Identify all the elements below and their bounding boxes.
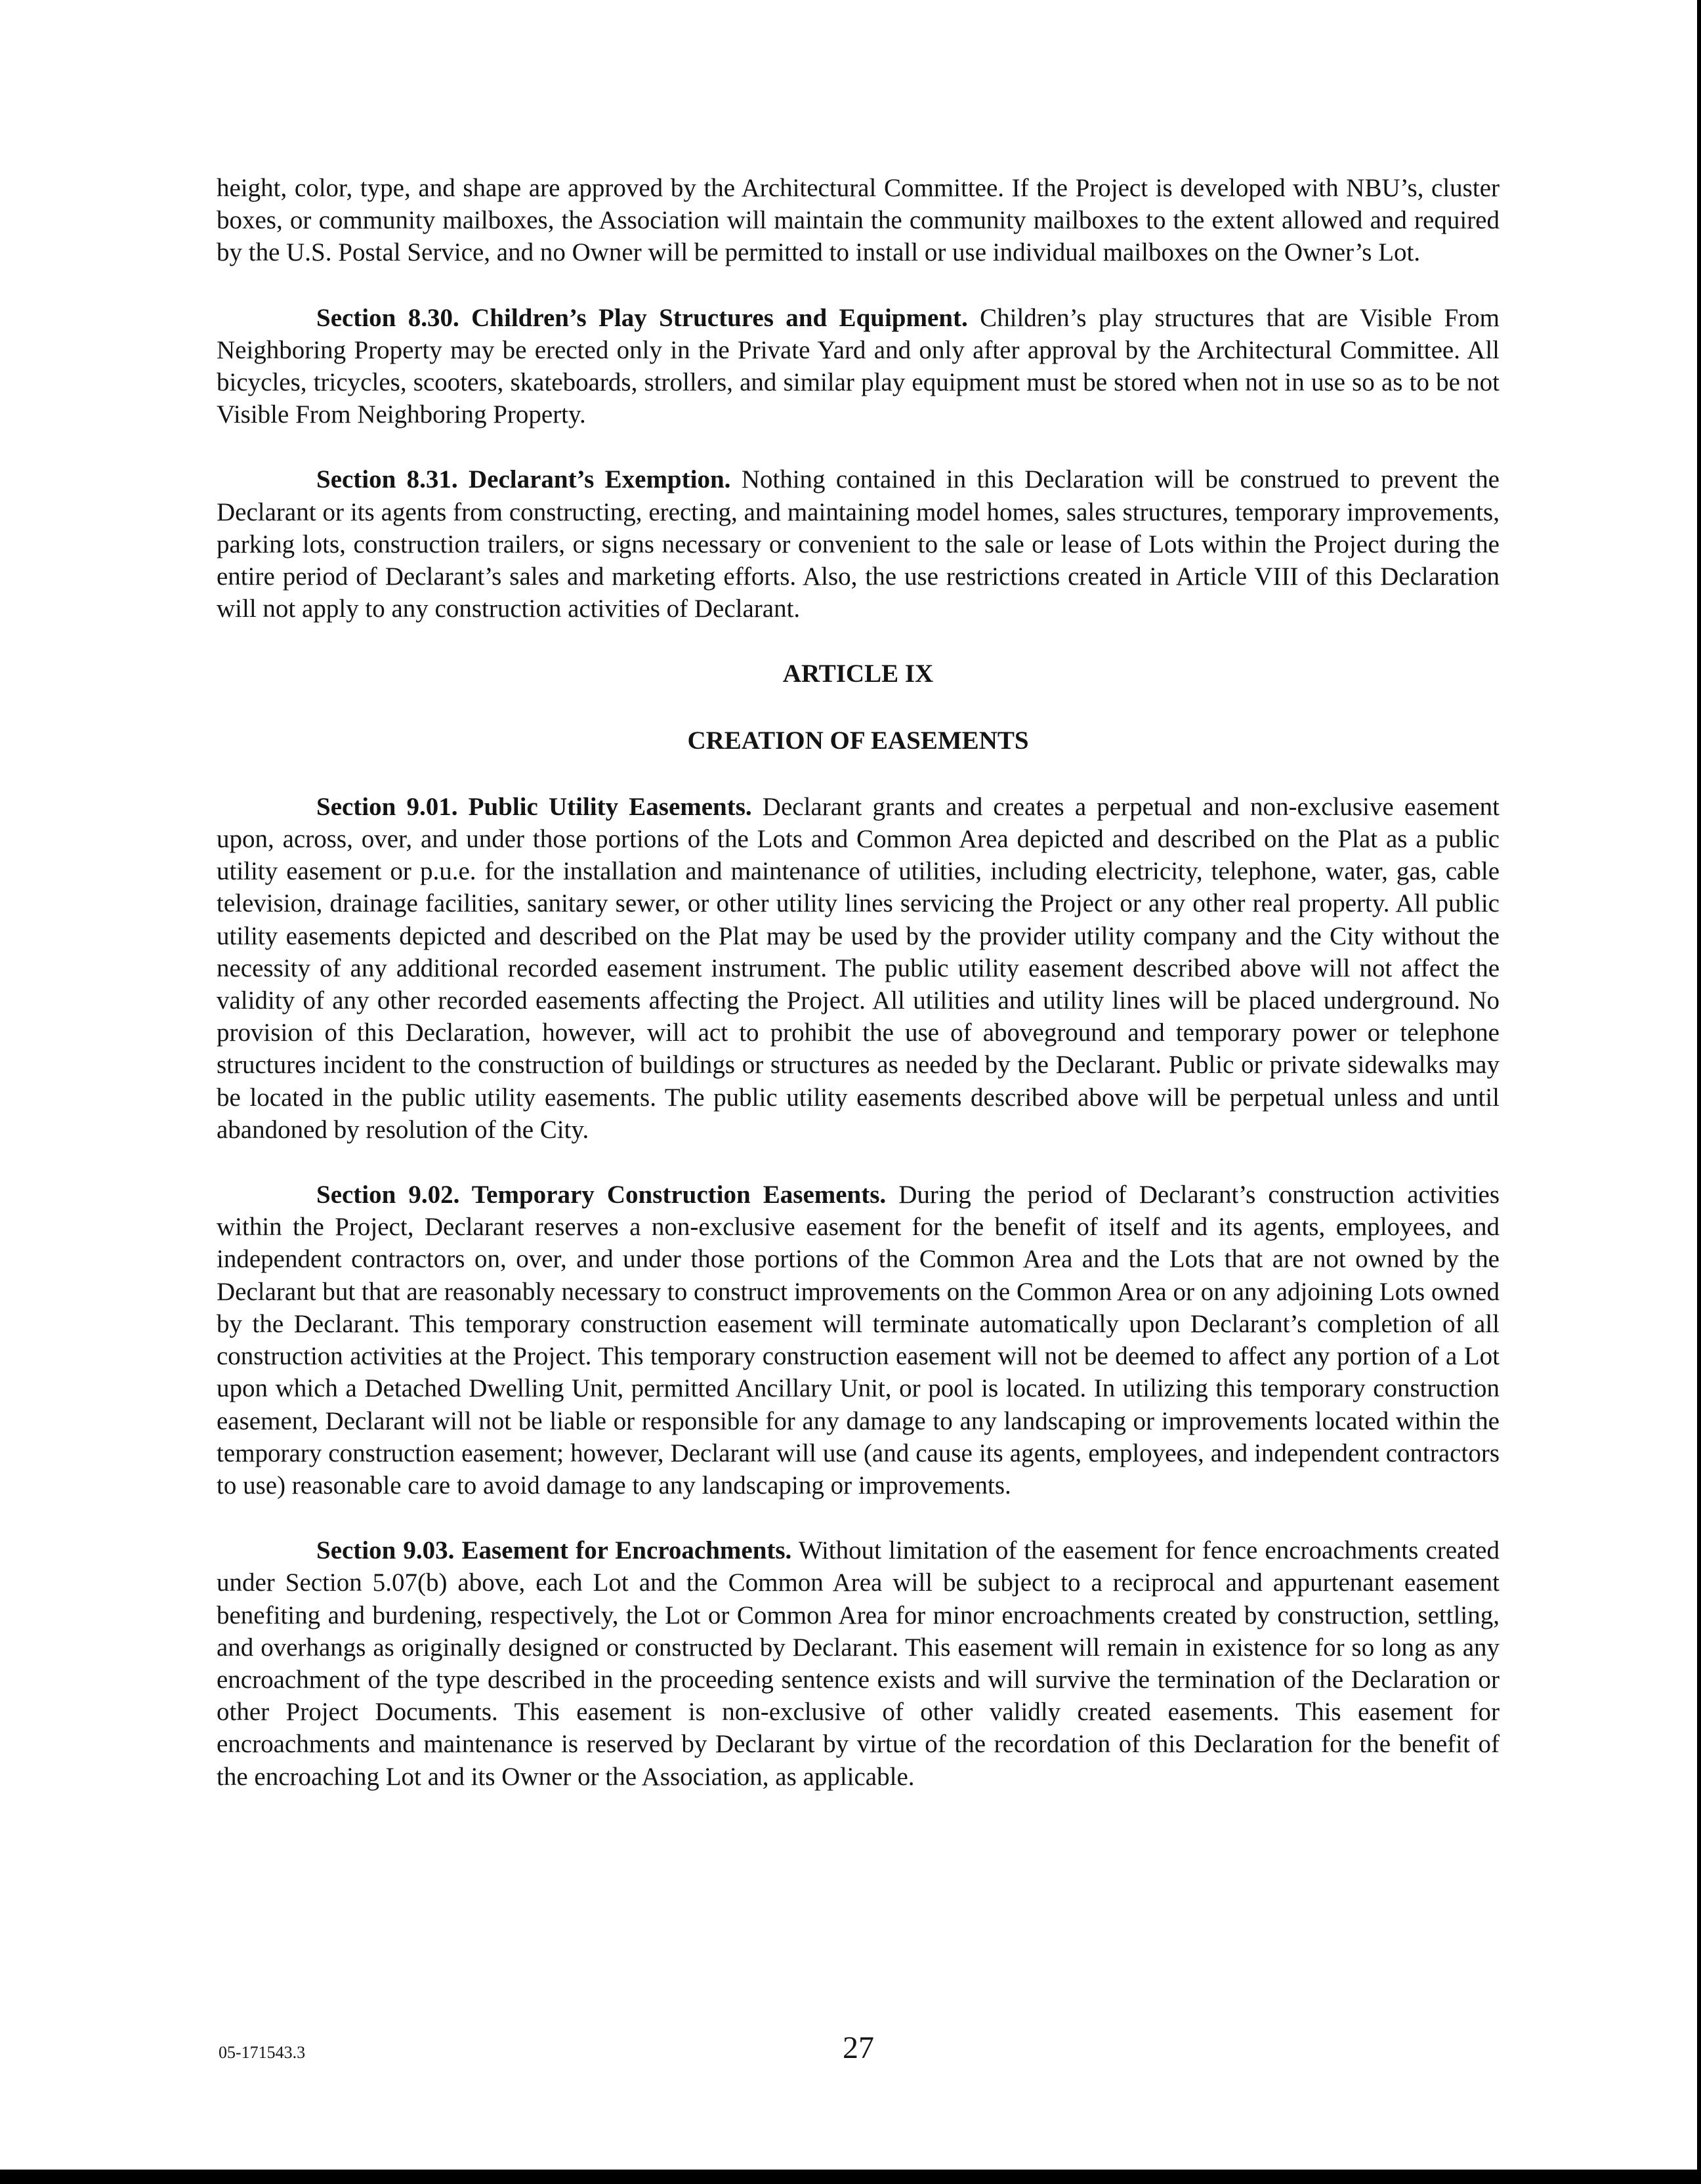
section-9-02 xyxy=(217,1179,1500,1502)
footer-document-id: 05-171543.3 xyxy=(219,2043,306,2062)
document-body xyxy=(217,172,1500,1826)
section-heading: Section 8.30. Children’s Play Structures and Equipment. xyxy=(316,303,968,332)
section-8-31 xyxy=(217,463,1500,625)
section-heading: Section 9.02. Temporary Construction Easements. xyxy=(316,1181,887,1209)
scan-border-bottom xyxy=(0,2170,1701,2184)
section-9-01 xyxy=(217,791,1500,1146)
paragraph-text: height, color, type, and shape are approved by the Architectural Committee. If the Project is developed with NBU’s, cluster boxes, or community mailboxes, the Association will maintain the community mailboxes to the extent allowed and required by the U.S. Postal Service, and no Owner will be permitted to install or use individual mailboxes on the Owner’s Lot. xyxy=(217,174,1500,267)
section-heading: Section 9.03. Easement for Encroachments. xyxy=(316,1536,792,1565)
section-heading: Section 9.01. Public Utility Easements. xyxy=(316,792,752,821)
paragraph-mailboxes-continued xyxy=(217,172,1500,269)
section-9-03 xyxy=(217,1534,1500,1793)
section-8-30 xyxy=(217,302,1500,431)
section-text: During the period of Declarant’s construction activities within the Project, Declarant reserves a non-exclusive easement for the benefit of itself and its agents, employees, and independent contractors on, over, and under those portions of the Common Area and the Lots that are not owned by the Declarant but that are reasonably necessary to construct improvements on the Common Area or on any adjoining Lots owned by the Declarant. This temporary construction easement will terminate automatically upon Declarant’s completion of all construction activities at the Project. This temporary construction easement will not be deemed to affect any portion of a Lot upon which a Detached Dwelling Unit, permitted Ancillary Unit, or pool is located. In utilizing this temporary construction easement, Declarant will not be liable or responsible for any damage to any landscaping or improvements located within the temporary construction easement; however, Declarant will use (and cause its agents, employees, and independent contractors to use) reasonable care to avoid damage to any landscaping or improvements. xyxy=(217,1181,1500,1500)
article-title: CREATION OF EASEMENTS xyxy=(687,726,1029,755)
footer-page-number: 27 xyxy=(843,2030,874,2065)
article-number: ARTICLE IX xyxy=(782,660,934,688)
section-text: Nothing contained in this Declaration will be construed to prevent the Declarant or its agents from constructing, erecting, and maintaining model homes, sales structures, temporary improvements, parking lots, construction trailers, or signs necessary or convenient to the sale or lease of Lots within the Project during the entire period of Declarant’s sales and marketing efforts. Also, the use restrictions created in Article VIII of this Declaration will not apply to any construction activities of Declarant. xyxy=(217,465,1500,623)
section-text: Children’s play structures that are Visible From Neighboring Property may be erected only in the Private Yard and only after approval by the Architectural Committee. All bicycles, tricycles, scooters, skateboards, strollers, and similar play equipment must be stored when not in use so as to be not Visible From Neighboring Property. xyxy=(217,303,1500,429)
section-text: Without limitation of the easement for fence encroachments created under Section 5.07(b) above, each Lot and the Common Area will be subject to a reciprocal and appurtenant easement benefiting and burdening, respectively, the Lot or Common Area for minor encroachments created by construction, settling, and overhangs as originally designed or constructed by Declarant. This easement will remain in existence for so long as any encroachment of the type described in the proceeding sentence exists and will survive the termination of the Declaration or other Project Documents. This easement is non-exclusive of other validly created easements. This easement for encroachments and maintenance is reserved by Declarant by virtue of the recordation of this Declaration for the benefit of the encroaching Lot and its Owner or the Association, as applicable. xyxy=(217,1536,1500,1791)
section-text: Declarant grants and creates a perpetual and non-exclusive easement upon, across, over, and under those portions of the Lots and Common Area depicted and described on the Plat as a public utility easement or p.u.e. for the installation and maintenance of utilities, including electricity, telephone, water, gas, cable television, drainage facilities, sanitary sewer, or other utility lines servicing the Project or any other real property. All public utility easements depicted and described on the Plat may be used by the provider utility company and the City without the necessity of any additional recorded easement instrument. The public utility easement described above will not affect the validity of any other recorded easements affecting the Project. All utilities and utility lines will be placed underground. No provision of this Declaration, however, will act to prohibit the use of aboveground and temporary power or telephone structures incident to the construction of buildings or structures as needed by the Declarant. Public or private sidewalks may be located in the public utility easements. The public utility easements described above will be perpetual unless and until abandoned by resolution of the City. xyxy=(217,792,1500,1144)
scan-border-right xyxy=(1697,0,1701,2184)
section-heading: Section 8.31. Declarant’s Exemption. xyxy=(316,465,731,494)
